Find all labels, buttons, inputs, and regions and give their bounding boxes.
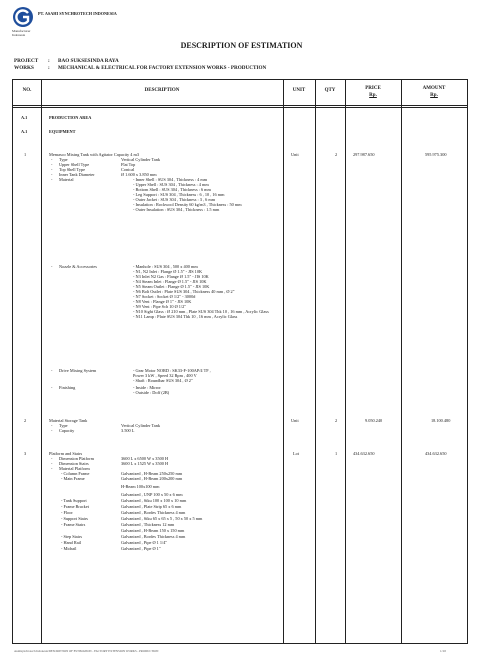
item-amount: 18.100.480 bbox=[431, 418, 451, 423]
nozzles-label: Nozzle & Accessories bbox=[59, 264, 97, 269]
drive-line: - Gear Motor NORD : SK33-F-100AP/4 TF , bbox=[133, 368, 211, 373]
header-price: PRICE bbox=[365, 86, 381, 91]
material-label: - Floor bbox=[61, 510, 73, 515]
finishing-line: - Outside : Doff (2B) bbox=[133, 390, 170, 395]
material-line: - Outer Insulation : SUS 304 , Thickness : 1.5 mm bbox=[133, 207, 220, 212]
spec-label: Type bbox=[59, 423, 68, 428]
header-amount: AMOUNT bbox=[422, 86, 446, 91]
item-unit: Unit bbox=[291, 152, 299, 157]
material-value: Galvanized , H-Beam 200x200 mm bbox=[121, 476, 183, 481]
section-title: PRODUCTION AREA bbox=[49, 115, 92, 120]
item-amount: 434.632.650 bbox=[425, 451, 447, 456]
nozzle-line: - N7 Socket : Socket Ø 1/2" - 3000# bbox=[133, 294, 196, 299]
header-price-currency: Rp. bbox=[369, 93, 377, 98]
material-label: - Hand Rail bbox=[61, 540, 82, 545]
company-logo-icon bbox=[12, 6, 34, 28]
item-unit: Unit bbox=[291, 418, 299, 423]
material-value: Galvanized , H-Beam 150 x 150 mm bbox=[121, 528, 185, 533]
item-qty: 2 bbox=[335, 152, 338, 157]
material-value: Galvanized , Pipe Ø 1 1/4" bbox=[121, 540, 168, 545]
header-no: NO. bbox=[22, 88, 32, 93]
spec-label: Dimension Stairs bbox=[59, 461, 89, 466]
material-value: Galvanized , Plate Strip 65 x 6 mm bbox=[121, 504, 182, 509]
item-price: 434.632.650 bbox=[353, 451, 375, 456]
header-qty: QTY bbox=[324, 88, 336, 93]
spec-label: Capacity bbox=[59, 428, 75, 433]
nozzle-line: - N3 Inlet N2 Gas : Flange Ø 1.5" - JIS 10K bbox=[133, 274, 209, 279]
works-value: MECHANICAL & ELECTRICAL FOR FACTORY EXTENSION WORKS - PRODUCTION bbox=[58, 64, 267, 71]
material-label: - Main Frame bbox=[61, 476, 85, 481]
material-label: - Column Frame bbox=[61, 471, 90, 476]
item-unit: Lot bbox=[293, 451, 299, 456]
spec-value: Vertical Cylinder Tank bbox=[121, 157, 160, 162]
item-price: 297.987.650 bbox=[353, 152, 375, 157]
material-value: Galvanized , Siku 65 x 65 x 5 , 50 x 50 x 5 mm bbox=[121, 516, 203, 521]
spec-value: Conical bbox=[121, 167, 135, 172]
material-value: Galvanized , UNP 100 x 50 x 6 mm bbox=[121, 492, 183, 497]
spec-label: Inner Tank Diameter bbox=[59, 172, 95, 177]
material-value: Galvanized , Pipe Ø 1" bbox=[121, 546, 161, 551]
section-no: A.1 bbox=[21, 115, 28, 120]
item-qty: 1 bbox=[335, 451, 338, 456]
drive-label: Drive Mixing System bbox=[59, 368, 97, 373]
spec-label: Top Shell Type bbox=[59, 167, 86, 172]
document-title: DESCRIPTION OF ESTIMATION bbox=[180, 41, 303, 50]
material-line: - Insulation : Rockwool Density 60 kg/m3 , Thickness : 50 mm bbox=[133, 202, 242, 207]
spec-value: 3600 L x 6500 W x 3500 H bbox=[121, 456, 169, 461]
spec-label: Upper Shell Type bbox=[59, 162, 90, 167]
spec-value: - Inner Shell : SUS 304 , Thickness : 4 mm bbox=[133, 177, 208, 182]
estimation-table: NO. DESCRIPTION UNIT QTY PRICE Rp. AMOUNT Rp. A.1 PRODUCTION AREA A.1 EQUIPMENT 1 Memasco Mixing Tank with Agitator Capacity 4 m3 Unit 2 297.987.650 595.975.300 - Type Vertical Cylinder Tank - Upper Shell Type Flat Top - Top Shell Type Conical - Inner Tank Diameter Ø 1.600 x 3.850 mm - Material - Inner Shell : SUS 304 , Thickness : 4 mm - Upper Shell : SUS 304 , Thickness : 4 mm - Bottom Shell : SUS 304 , Thickness : 6 mm - Leg Support : SUS 304 , Thickness : 6 , 10 , 16 mm - Outer Jacket : SUS 304 , Thickness : 3 , 6 mm - Insulation : Rockwool Density 60 kg/m3 , Thickness : 50 mm - Outer Insulation : SUS 304 , Thickness : 1.5 mm - Nozzle & Accessories - Manhole : SUS 304 , 500 x 400 mm - N1, N2 Inlet : Flange Ø 1.5" - JIS 10K - N3 Inlet N2 Gas : Flange Ø 1.5" - JIS 10K - N4 Steam Inlet : Flange Ø 1.5" - JIS 10K - N5 Steam Outlet : Flange Ø 1.5" - JIS 10K - N6 Bolt Outlet : Plate SUS 304 , Thickness 40 mm , Ø 2" - N7 Socket : Socket Ø 1/2" - 3000# - N8 Vent : Flange Ø 1" - JIS 10K - N9 Vent : Pipe Sch 10 Ø 1/2" - N10 Sight Glass : Ø 210 mm , Plate SUS 304 Thk 10 , 16 mm , Acrylic Glass - N11 Lamp : Plate SUS 304 Thk 10 , 16 mm , Acrylic Glass - Drive Mixing System - Gear Motor NORD : SK33-F-100AP/4 TF , Power 3 kW , Speed 32 Rpm , 400 V - Shaft : Roundbar SUS 304 , Ø 2" - Finishing - Inside : Mirror - Outside : Doff (2B) 2 Material Storage Tank Unit 2 9.050.240 18.100.480 - Type Vertical Cylinder Tank - Capacity 3.500 L 3 Platform and Stairs Lot 1 434.632.650 434.632.650 - Dimension Platform 3600 L x 6500 W x 3500 H - Dimension Stairs 3600 L x 1525 W x 3500 H - Material Platform - Column Frame Galvanized , H-Beam 250x250 mm - Main Frame Galvanized , H-Beam 200x200 mm H-Beam 100x100 mm Galvanized , UNP 100 x 50 x 6 mm - Tank Support Galvanized , Siku 100 x 100 x 10 mm - Frame Bracket Galvanized , Plate Strip 65 x 6 mm - Floor Galvanized , Bordes Thickness 4 mm - Support Stairs Galvanized , Siku 65 x 65 x 5 , 50 x 50 x 5 mm - Frame Stairs Galvanized , Thickness 12 mm Galvanized , H-Beam 150 x 150 mm - Step Stairs Galvanized , Bordes Thickness 4 mm - Hand Rail Galvanized , Pipe Ø 1 1/4" - Midrail Galvanized , Pipe Ø 1" bbox=[12, 79, 468, 644]
section-title: EQUIPMENT bbox=[49, 129, 76, 134]
item-no: 2 bbox=[24, 418, 27, 423]
spec-label: Dimension Platform bbox=[59, 456, 94, 461]
header-description: DESCRIPTION bbox=[144, 88, 180, 93]
page-number: 1/10 bbox=[440, 649, 447, 653]
project-label: PROJECT bbox=[14, 58, 39, 64]
material-label: - Step Stairs bbox=[61, 534, 83, 539]
project-info: PROJECT : BAO SUKSESINDA RAYA WORKS : MECHANICAL & ELECTRICAL FOR FACTORY EXTENSION WORKS - PRODUCTION bbox=[14, 58, 267, 71]
material-line: - Bottom Shell : SUS 304 , Thickness : 6 mm bbox=[133, 187, 211, 192]
item-title: Memasco Mixing Tank with Agitator Capacity 4 m3 bbox=[49, 152, 139, 157]
finishing-label: Finishing bbox=[59, 385, 76, 390]
company-subtitle: Manufacturer Indonesia bbox=[12, 29, 31, 38]
nozzle-line: - N4 Steam Inlet : Flange Ø 1.5" - JIS 10K bbox=[133, 279, 207, 284]
material-label: - Midrail bbox=[61, 546, 77, 551]
material-label: - Tank Support bbox=[61, 498, 87, 503]
material-value: Galvanized , Siku 100 x 100 x 10 mm bbox=[121, 498, 187, 503]
item-title: Platform and Stairs bbox=[49, 451, 83, 456]
nozzle-line: - N1, N2 Inlet : Flange Ø 1.5" - JIS 10K bbox=[133, 269, 203, 274]
finishing-line: - Inside : Mirror bbox=[133, 385, 161, 390]
project-value: BAO SUKSESINDA RAYA bbox=[58, 58, 119, 64]
nozzle-line: - N9 Vent : Pipe Sch 10 Ø 1/2" bbox=[133, 304, 186, 309]
material-line: - Leg Support : SUS 304 , Thickness : 6 , 10 , 16 mm bbox=[133, 192, 225, 197]
company-name: PT. ASAHI SYNCHROTECH INDONESIA bbox=[38, 11, 117, 16]
nozzle-line: - N6 Bolt Outlet : Plate SUS 304 , Thickness 40 mm , Ø 2" bbox=[133, 289, 235, 294]
material-line: - Upper Shell : SUS 304 , Thickness : 4 mm bbox=[133, 182, 209, 187]
material-label: - Frame Bracket bbox=[61, 504, 89, 509]
material-value: Galvanized , Bordes Thickness 4 mm bbox=[121, 534, 186, 539]
nozzle-line: - N5 Steam Outlet : Flange Ø 1.5" - JIS 10K bbox=[133, 284, 210, 289]
spec-label: Type bbox=[59, 157, 68, 162]
spec-value: Ø 1.600 x 3.850 mm bbox=[121, 172, 157, 177]
spec-value: 3.500 L bbox=[121, 428, 135, 433]
nozzle-line: - Manhole : SUS 304 , 500 x 400 mm bbox=[133, 264, 198, 269]
material-label: - Frame Stairs bbox=[61, 522, 86, 527]
nozzle-line: - N11 Lamp : Plate SUS 304 Thk 10 , 16 mm , Acrylic Glass bbox=[133, 314, 238, 319]
item-price: 9.050.240 bbox=[365, 418, 383, 423]
section-no: A.1 bbox=[21, 129, 28, 134]
item-no: 1 bbox=[24, 152, 27, 157]
material-value: Galvanized , Thickness 12 mm bbox=[121, 522, 175, 527]
header-unit: UNIT bbox=[292, 88, 306, 93]
item-amount: 595.975.300 bbox=[425, 152, 447, 157]
drive-line: - Shaft : Roundbar SUS 304 , Ø 2" bbox=[133, 378, 193, 383]
spec-value: Vertical Cylinder Tank bbox=[121, 423, 160, 428]
spec-value: Flat Top bbox=[121, 162, 136, 167]
nozzle-line: - N10 Sight Glass : Ø 210 mm , Plate SUS 304 Thk 10 , 16 mm , Acrylic Glass bbox=[133, 309, 269, 314]
works-label: WORKS bbox=[14, 64, 34, 71]
item-title: Material Storage Tank bbox=[49, 418, 88, 423]
material-value: Galvanized , Bordes Thickness 4 mm bbox=[121, 510, 186, 515]
material-line: - Outer Jacket : SUS 304 , Thickness : 3 , 6 mm bbox=[133, 197, 216, 202]
spec-value: 3600 L x 1525 W x 3500 H bbox=[121, 461, 169, 466]
material-value: Galvanized , H-Beam 250x250 mm bbox=[121, 471, 183, 476]
drive-line: Power 3 kW , Speed 32 Rpm , 400 V bbox=[133, 373, 197, 378]
nozzle-line: - N8 Vent : Flange Ø 1" - JIS 10K bbox=[133, 299, 192, 304]
item-no: 3 bbox=[24, 451, 27, 456]
header-amount-currency: Rp. bbox=[430, 93, 438, 98]
footer-text: Asahisynchrotech Indonesia/DESCRIPTION OF ESTIMATION - FACTORY EXTENSION WORKS - PRODUCTION bbox=[14, 649, 159, 653]
material-label: - Support Stairs bbox=[61, 516, 88, 521]
spec-label: Material Platform bbox=[59, 466, 90, 471]
spec-label: Material bbox=[59, 177, 74, 182]
item-qty: 2 bbox=[335, 418, 338, 423]
material-value: H-Beam 100x100 mm bbox=[121, 484, 160, 489]
